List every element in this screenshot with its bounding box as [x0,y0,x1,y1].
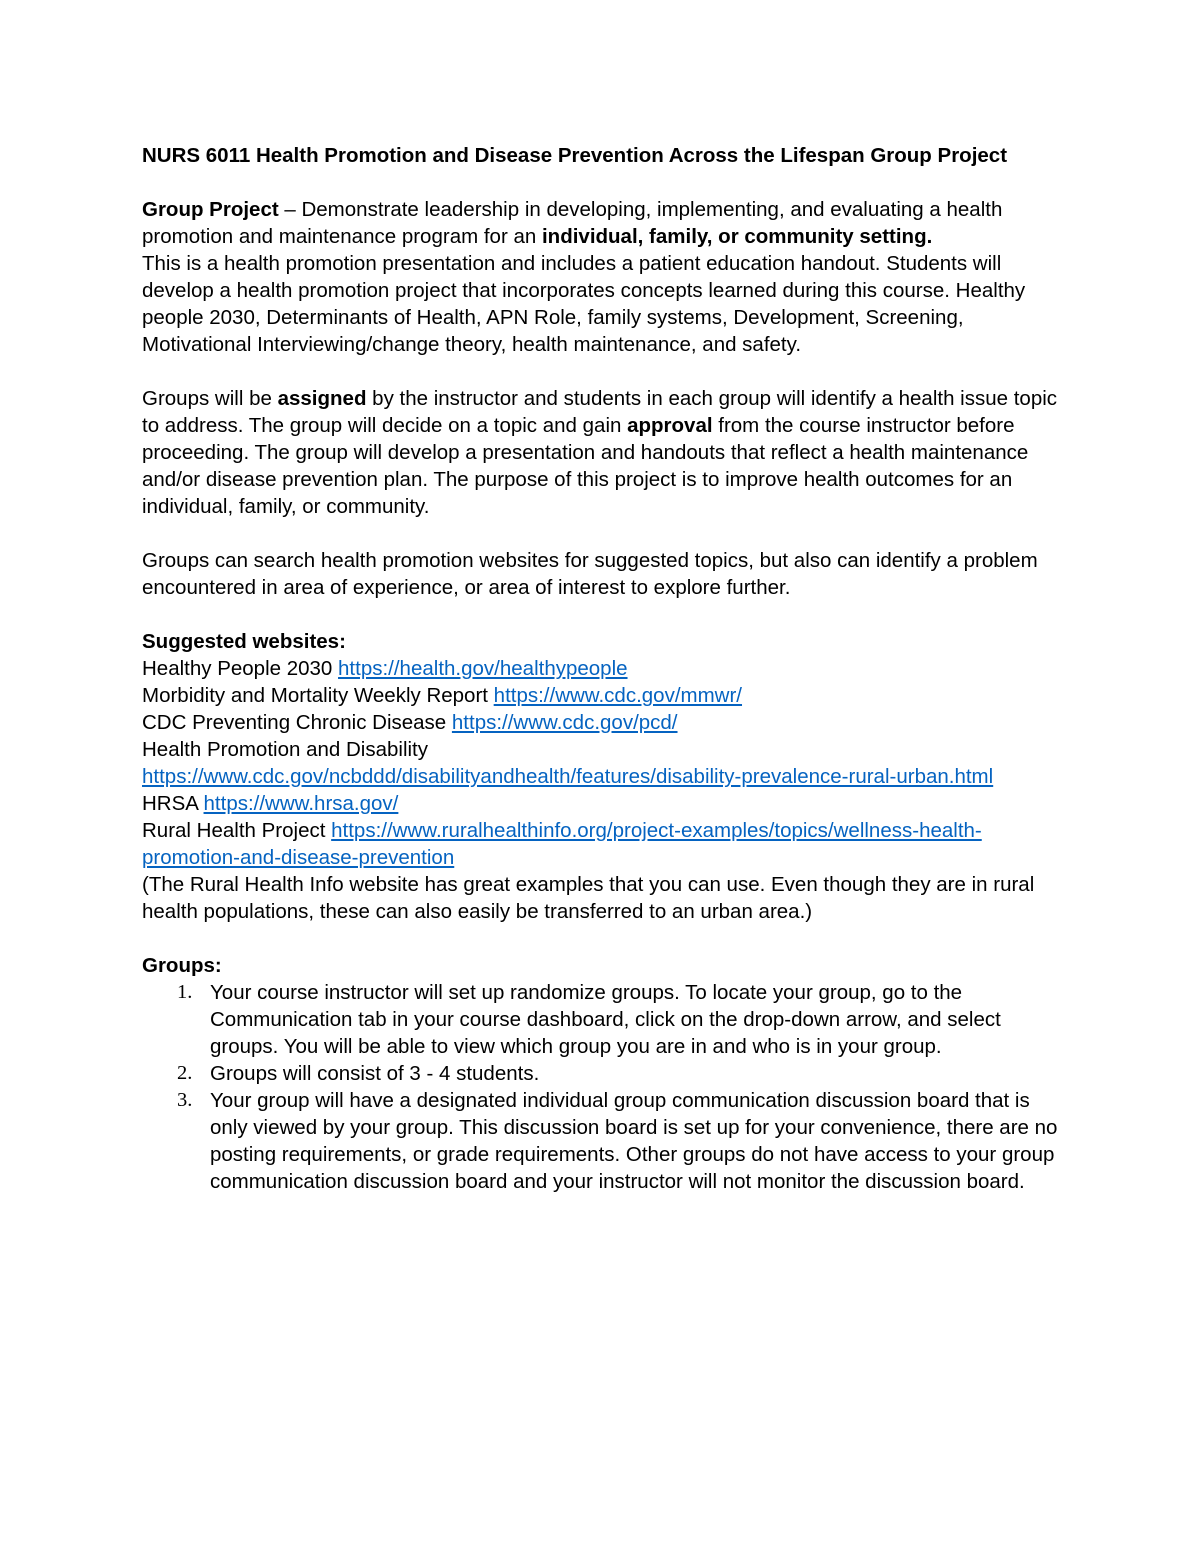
spacer [142,358,1067,385]
website-item [142,682,1067,709]
intro-text: – Demonstrate leadership in developing, implementing, and evaluating a health promotion and maintenance program for an [142,198,1003,248]
website-item [142,655,1067,682]
groups-heading: Groups: [142,954,222,977]
website-label: CDC Preventing Chronic Disease [142,711,452,734]
assignment-text-2: by the instructor and students in each group will identify a health issue topic to address. The group will decide on a topic and gain [142,387,1058,437]
intro-body: This is a health promotion presentation and includes a patient education handout. Students will develop a health promotion project that incorporates concepts learned during this course. Healthy people 2030, Determinants of Health, APN Role, family systems, Development, Screening, Motivational Interviewing/change theory, health maintenance, and safety. [142,252,1026,356]
approval-bold: approval [627,414,713,437]
websites-list [142,655,1067,871]
document-title: NURS 6011 Health Promotion and Disease Prevention Across the Lifespan Group Project [142,144,1008,167]
list-item [142,1087,1067,1195]
intro-paragraph [142,196,1067,250]
website-item [142,790,1067,817]
website-label: HRSA [142,792,204,815]
assignment-text-3: from the course instructor before proceeding. The group will develop a presentation and handouts that reflect a health maintenance and/or disease prevention plan. The purpose of this project is to improve health outcomes for an individual, family, or community. [142,414,1029,518]
intro-bold-setting: individual, family, or community setting [541,225,927,248]
list-item-text: Groups will consist of 3 - 4 students. [210,1062,540,1085]
spacer [142,169,1067,196]
list-item-text: Your group will have a designated individual group communication discussion board that is only viewed by your group. This discussion board is set up for your convenience, there are no posting requirements, or grade requirements. Other groups do not have access to your group communication discussion board and your instructor will not monitor the discussion board. [210,1089,1058,1193]
assigned-bold: assigned [277,387,367,410]
list-item-text: Your course instructor will set up randomize groups. To locate your group, go to the Communication tab in your course dashboard, click on the drop-down arrow, and select groups. You will be able to view which group you are in and who is in your group. [210,981,1001,1058]
website-link[interactable]: https://www.cdc.gov/pcd/ [451,711,678,734]
website-link[interactable]: https://www.hrsa.gov/ [203,792,399,815]
intro-label: Group Project [142,198,279,221]
website-link[interactable]: https://www.cdc.gov/mmwr/ [493,684,743,707]
assignment-paragraph [142,385,1067,520]
list-item [142,979,1067,1060]
list-number: 3. [177,1089,193,1111]
website-link[interactable]: https://www.cdc.gov/ncbddd/disabilityandhealth/features/disability-prevalence-rural-urban.html [142,765,994,788]
assignment-text-1: Groups will be [142,387,278,410]
groups-list [142,979,1067,1195]
list-number: 2. [177,1062,193,1084]
website-label: Health Promotion and Disability [142,738,428,761]
website-item [142,736,1067,790]
document-page [142,142,1067,1195]
website-link[interactable]: https://www.ruralhealthinfo.org/project-examples/topics/wellness-health-promotion-and-disease-prevention [142,819,982,869]
spacer [142,925,1067,952]
website-link[interactable]: https://health.gov/healthypeople [338,657,628,680]
list-item [142,1060,1067,1087]
spacer [142,520,1067,547]
website-label: Healthy People 2030 [142,657,339,680]
website-label: Morbidity and Mortality Weekly Report [142,684,494,707]
websites-heading: Suggested websites: [142,630,346,653]
websites-note: (The Rural Health Info website has great examples that you can use. Even though they are in rural health populations, these can also easily be transferred to an urban area.) [142,873,1035,923]
list-number: 1. [177,981,193,1003]
spacer [142,601,1067,628]
intro-period: . [926,225,933,248]
website-item [142,709,1067,736]
website-item [142,817,1067,871]
website-label: Rural Health Project [142,819,332,842]
search-paragraph: Groups can search health promotion websites for suggested topics, but also can identify a problem encountered in area of experience, or area of interest to explore further. [142,549,1038,599]
